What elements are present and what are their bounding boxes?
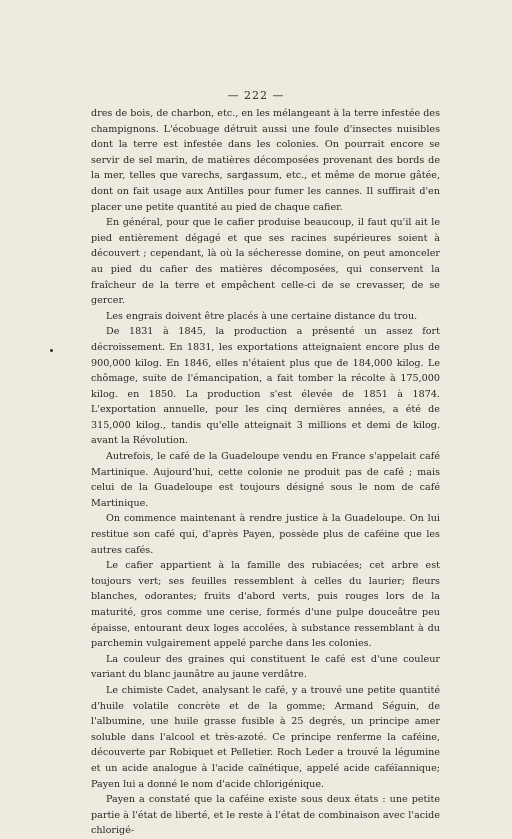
paragraph: Le cafier appartient à la famille des rubiacées; cet arbre est toujours vert; ses feuilles ressemblent à celles du laurier; fleurs blanches, odorantes; fruits d'abord verts, puis rouges lors de la maturité, gros comme une cerise, formés d'une pulpe douceâtre peu épaisse, entourant deux loges accolées, à substance ressemblant à du parchemin vulgairement appelé parche dans les colonies. <box>91 560 440 650</box>
paragraph: Autrefois, le café de la Guadeloupe vendu en France s'appelait café Martinique. Aujourd'hui, cette colonie ne produit pas de café ; mais celui de la Guadeloupe est toujours désigné sous le nom de café Martinique. <box>91 451 440 509</box>
paragraph: Le chimiste Cadet, analysant le café, y a trouvé une petite quantité d'huile volatile concrète et de la gomme; Armand Séguin, de l'albumine, une huile grasse fusible à 25 degrés, un principe amer soluble dans l'alcool et très-azoté. Ce principe renferme la caféine, découverte par Robiquet et Pelletier. Roch Leder a trouvé la légumine et un acide analogue à l'acide caïnétique, appelé acide caféïannique; Payen lui a donné le nom d'acide chlorigénique. <box>91 684 440 790</box>
paragraph: dres de bois, de charbon, etc., en les mélangeant à la terre infestée des champignons. L'écobuage détruit aussi une foule d'insectes nuisibles dont la terre est infestée dans les colonies. On pourrait encore se servir de sel marin, de matières décomposées provenant des bords de la mer, telles que varechs, sargassum, etc., et même de morue gâtée, dont on fait usage aux Antilles pour fumer les cannes. Il suffirait d'en placer une petite quantité au pied de chaque cafier. <box>91 108 440 213</box>
paragraph: Les engrais doivent être placés à une certaine distance du trou. <box>106 310 418 322</box>
paragraph: La couleur des graines qui constituent le café est d'une couleur variant du blanc jaunâtre au jaune verdâtre. <box>91 653 440 681</box>
margin-dot <box>50 349 53 352</box>
paragraph: De 1831 à 1845, la production a présenté un assez fort décroissement. En 1831, les exportations atteignaient encore plus de 900,000 kilog. En 1846, elles n'étaient plus que de 184,000 kilog. Le chômage, suite de l'émancipation, a fait tomber la récolte à 175,000 kilog. en 1850. La production s'est élevée de 1851 à 1874. L'exportation annuelle, pour les cinq dernières années, a été de 315,000 kilog., tandis qu'elle atteignait 3 millions et demi de kilog. avant la Révolution. <box>91 326 440 447</box>
body-text <box>91 106 440 839</box>
paragraph: Payen a constaté que la caféine existe sous deux états : une petite partie à l'état de liberté, et le reste à l'état de combinaison avec l'acide chlorigé- <box>91 794 440 837</box>
page-number: — 222 — <box>227 89 285 102</box>
paragraph: En général, pour que le cafier produise beaucoup, il faut qu'il ait le pied entièrement dégagé et que ses racines supérieures soient à découvert ; cependant, là où la sécheresse domine, on peut amonceler au pied du cafier des matières décomposées, qui conservent la fraîcheur de la terre et empêchent celle-ci de se crevasser, de se gercer. <box>91 217 440 307</box>
paragraph: On commence maintenant à rendre justice à la Guadeloupe. On lui restitue son café qui, d'après Payen, possède plus de caféine que les autres cafés. <box>91 513 440 556</box>
